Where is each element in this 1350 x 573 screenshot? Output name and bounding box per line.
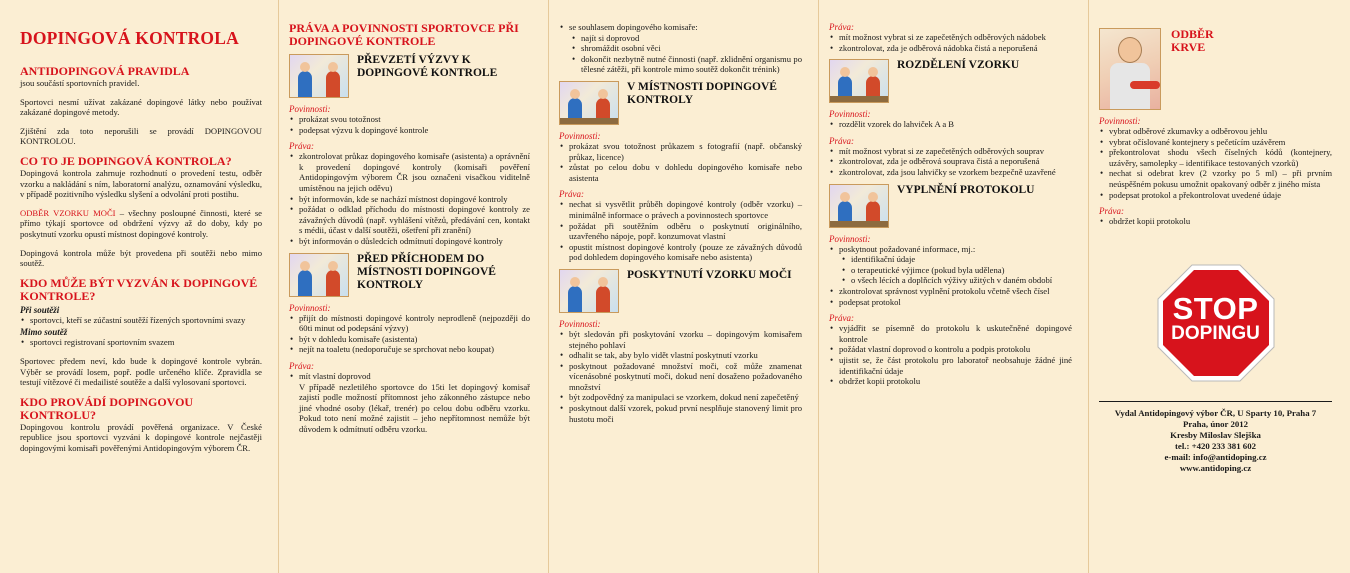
- duties-list: [559, 329, 802, 424]
- duties-list: [829, 119, 1072, 130]
- paragraph: [20, 208, 262, 240]
- list-item: • zkontrolovat správnost vyplnění protokolu včetně všech čísel: [839, 286, 1072, 297]
- list-item: • požádat při soutěžním odběru o poskytnutí originálního, uzavřeného nápoje, popř. konzumovat vlastní: [569, 221, 802, 242]
- rights-label: Práva:: [829, 22, 854, 32]
- list-item: • identifikační údaje: [851, 254, 1072, 265]
- column-sample: [818, 0, 1080, 573]
- rights-list: [829, 32, 1072, 53]
- doping-room-illustration: [559, 81, 619, 125]
- section-title: ROZDĚLENÍ VZORKU: [897, 59, 1020, 72]
- footer-line: tel.: +420 233 381 602: [1175, 440, 1256, 451]
- list-item: • nejít na toaletu (nedoporučuje se sprchovat nebo koupat): [299, 344, 530, 355]
- list-item: • o terapeutické výjimce (pokud byla udělena): [851, 265, 1072, 276]
- list-item: • najít si doprovod: [581, 33, 802, 44]
- rights-label: Práva:: [829, 135, 854, 146]
- stop-sign: [1099, 263, 1332, 383]
- list-item: • o všech lécích a doplňcích výživy užitých v daném období: [851, 275, 1072, 286]
- rights-label: Práva:: [289, 141, 314, 152]
- duties-label: Povinnosti:: [829, 109, 871, 120]
- paragraph: Dopingová kontrola může být provedena při soutěži nebo mimo soutěž.: [20, 247, 262, 269]
- stop-sign-icon: [1156, 263, 1276, 383]
- paragraph: jsou součástí sportovních pravidel.: [20, 78, 140, 88]
- list-item: • zůstat po celou dobu v dohledu dopingového komisaře nebo asistenta: [569, 162, 802, 183]
- list-item: • být zodpovědný za manipulaci se vzorkem, dokud není zapečetěný: [569, 392, 802, 403]
- list-item: • ujistit se, že část protokolu pro laboratoř neobsahuje žádné jiné identifikační údaje: [839, 355, 1072, 376]
- section-header: [829, 59, 1072, 103]
- rights-label: Práva:: [559, 189, 584, 200]
- list-item: • požádat vlastní doprovod o kontrolu a podpis protokolu: [839, 344, 1072, 355]
- list-item: • zkontrolovat, zda jsou lahvičky se vzorkem bezpečně uzavřené: [839, 167, 1072, 178]
- list-item: • požádat o odklad příchodu do místnosti dopingové kontroly ze závažných důvodů (např. vyhlášení vítězů, předávání cen, kontakt s médii, účast v další soutěži, ošetření při zranění): [299, 204, 530, 236]
- list-item: • poskytnout další vzorek, pokud první nesplňuje stanovený limit pro hustotu moči: [569, 403, 802, 424]
- section-title: CO TO JE DOPINGOVÁ KONTROLA?: [20, 153, 232, 168]
- list-item: • mít vlastní doprovod: [299, 371, 530, 382]
- rights-list: [1099, 216, 1332, 227]
- section-title: ANTIDOPINGOVÁ PRAVIDLA: [20, 64, 190, 78]
- publisher-footer: [1099, 401, 1332, 474]
- list-item: • prokázat svou totožnost průkazem s fotografií (např. občanský průkaz, licence): [569, 141, 802, 162]
- section-title: ODBĚR KRVE: [1171, 27, 1214, 54]
- list-item: • být v dohledu komisaře (asistenta): [299, 334, 530, 345]
- list-item: • rozdělit vzorek do lahviček A a B: [839, 119, 1072, 130]
- duties-list: [1099, 126, 1332, 200]
- walking-to-station-illustration: [289, 253, 349, 297]
- footer-line: Vydal Antidopingový výbor ČR, U Sparty 10, Praha 7: [1114, 407, 1317, 418]
- list-item: • obdržet kopii protokolu: [839, 376, 1072, 387]
- list-item: • podepsat výzvu k dopingové kontrole: [299, 125, 530, 136]
- list-item: • mít možnost vybrat si ze zapečetěných odběrových souprav: [839, 146, 1072, 157]
- footer-email[interactable]: e-mail: info@antidoping.cz: [1164, 451, 1267, 462]
- sub-label: Mimo soutěž: [20, 327, 68, 338]
- list-item: • opustit místnost dopingové kontroly (pouze ze závažných důvodů pod dohledem dopingového komisaře nebo asistenta): [569, 242, 802, 263]
- column-blood: [1088, 0, 1340, 573]
- duties-list: [829, 286, 1072, 307]
- rights-list: [559, 199, 802, 263]
- rights-label: Práva:: [829, 313, 854, 324]
- section-header: [559, 81, 802, 125]
- page-title: DOPINGOVÁ KONTROLA: [20, 28, 239, 48]
- rights-list: [289, 371, 530, 382]
- list-item: • překontrolovat shodu všech číselných kódů (kontejnery, uzávěry, samolepky – identifikace testovaných vzorků): [1109, 147, 1332, 168]
- rights-list: [829, 323, 1072, 387]
- list-item: • vybrat odběrové zkumavky a odběrovou jehlu: [1109, 126, 1332, 137]
- section-title: V MÍSTNOSTI DOPINGOVÉ KONTROLY: [627, 80, 777, 106]
- column-rights: [278, 0, 538, 573]
- rights-list: [289, 151, 530, 246]
- paragraph: Dopingová kontrola zahrnuje rozhodnutí o provedení testu, odběr vzorku a nakládání s ním, laboratorní analýzu, oznamování výsledku, v případě pozitivního výsledku slyšení a odvolání proti postihu.: [20, 167, 262, 200]
- duties-label: Povinnosti:: [559, 130, 601, 141]
- section-header: [559, 269, 802, 313]
- rights-note: V případě nezletilého sportovce do 15ti let dopingový komisař zajistí podle možností přítomnost jeho zákonného zástupce nebo jiné vhodné osoby (lékař, trenér) po celou dobu odběru vzorku. Pokud toto není možné zajistit – jeho nepřítomnost nemůže být důvodem k odmítnutí odběru vzorku.: [299, 381, 530, 434]
- section-title: KDO PROVÁDÍ DOPINGOVOU KONTROLU?: [20, 394, 194, 422]
- list-item: • poskytnout požadované množství moči, což může znamenat vícenásobné poskytnutí moči, dokud není dosaženo požadovaného množství: [569, 361, 802, 393]
- duties-label: Povinnosti:: [829, 233, 871, 244]
- list-item: • dokončit nezbytně nutné činnosti (např. zklidnění organismu po tělesné zátěži, při kontrole mimo soutěž dokončit trénink): [581, 54, 802, 75]
- section-title: PŘED PŘÍCHODEM DO MÍSTNOSTI DOPINGOVÉ KONTROLY: [357, 252, 496, 291]
- stop-sign-line2: DOPINGU: [1171, 322, 1260, 344]
- sample-split-illustration: [829, 59, 889, 103]
- list-item: • zkontrolovat, zda je odběrová nádobka čistá a neporušená: [839, 43, 1072, 54]
- duties-label: Povinnosti:: [289, 302, 331, 313]
- section-header: [1099, 28, 1332, 110]
- column-title: PRÁVA A POVINNOSTI SPORTOVCE PŘI DOPINGOVÉ KONTROLE: [289, 21, 519, 48]
- list-item: • vyjádřit se písemně do protokolu k uskutečněné dopingové kontrole: [839, 323, 1072, 344]
- rights-label: Práva:: [289, 360, 314, 371]
- duties-list: [829, 244, 1072, 255]
- bullet-list: [20, 337, 262, 348]
- protocol-illustration: [829, 184, 889, 228]
- list-item: • nechat si odebrat krev (2 vzorky po 5 ml) – při prvním neúspěšném pokusu umožnit opakovaný odběr z jiného místa: [1109, 168, 1332, 189]
- section-header: [829, 184, 1072, 228]
- list-item: • shromáždit osobní věci: [581, 43, 802, 54]
- list-item: • mít možnost vybrat si ze zapečetěných odběrových nádobek: [839, 32, 1072, 43]
- list-item: • vybrat očíslované kontejnery s pečetícím uzávěrem: [1109, 137, 1332, 148]
- paragraph: Sportovec předem neví, kdo bude k dopingové kontrole vybrán. Výběr se provádí losem, popř. podle určeného klíče. Zpravidla se testují vítězové či medailisté soutěže a další vylosovaní sportovci.: [20, 355, 262, 388]
- paragraph: Sportovci nesmí užívat zakázané dopingové látky nebo používat zakázané dopingové metody.: [20, 96, 262, 118]
- section-title: POSKYTNUTÍ VZORKU MOČI: [627, 268, 792, 281]
- nested-list: [559, 33, 802, 75]
- list-item: • být sledován při poskytování vzorku – dopingovým komisařem stejného pohlaví: [569, 329, 802, 350]
- section-header: [289, 54, 530, 98]
- paragraph: Dopingovou kontrolu provádí pověřená organizace. V České republice jsou sportovci vyzváni k dopingové kontrole nejčastěji dopingovými komisaři pověřenými Antidopingovým výborem ČR.: [20, 421, 262, 453]
- urine-sample-illustration: [559, 269, 619, 313]
- duties-list: [289, 313, 530, 355]
- bullet-list: [20, 315, 262, 326]
- list-item: • nechat si vysvětlit průběh dopingové kontroly (odběr vzorku) – minimálně informace o právech a povinnostech sportovce: [569, 199, 802, 220]
- duties-list: [289, 114, 530, 135]
- athlete-notification-illustration: [289, 54, 349, 98]
- highlight-term: ODBĚR VZORKU MOČI: [20, 207, 116, 218]
- duties-list: [559, 141, 802, 183]
- footer-line: Praha, únor 2012: [1182, 418, 1249, 429]
- column-station: [548, 0, 810, 573]
- footer-line: Kresby Miloslav Slejška: [1170, 429, 1261, 440]
- list-item: • být informován o důsledcích odmítnutí dopingové kontroly: [299, 236, 530, 247]
- stop-sign-line1: STOP: [1172, 290, 1259, 326]
- list-item: • odhalit se tak, aby bylo vidět vlastní poskytnutí vzorku: [569, 350, 802, 361]
- section-title: PŘEVZETÍ VÝZVY K DOPINGOVÉ KONTROLE: [357, 54, 498, 79]
- duties-label: Povinnosti:: [1099, 116, 1141, 126]
- nested-list: [829, 254, 1072, 286]
- list-item: • podepsat protokol: [839, 297, 1072, 308]
- sub-label: Při soutěži: [20, 304, 60, 315]
- rights-list: [829, 146, 1072, 178]
- section-title: KDO MŮŽE BÝT VYZVÁN K DOPINGOVÉ KONTROLE?: [20, 275, 258, 303]
- list-item: • sportovci registrovaní sportovním svazem: [30, 337, 262, 348]
- list-item: • přijít do místnosti dopingové kontroly neprodleně (nejpozději do 60ti minut od podepsání výzvy): [299, 313, 530, 334]
- list-item: • obdržet kopii protokolu: [1109, 216, 1332, 227]
- paragraph-rest: – všechny posloupné činnosti, které se přímo týkají sportovce od obdržení výzvy až do doby, kdy po poskytnutí vzorku opustí místnost dopingové kontroly.: [20, 207, 262, 239]
- duties-label: Povinnosti:: [559, 318, 601, 329]
- bullet-list: [559, 22, 802, 33]
- paragraph: Zjištění zda toto neporušili se provádí DOPINGOVOU KONTROLOU.: [20, 125, 262, 147]
- list-item: • se souhlasem dopingového komisaře:: [569, 22, 802, 33]
- column-intro: [10, 0, 270, 573]
- list-item: • být informován, kde se nachází místnost dopingové kontroly: [299, 194, 530, 205]
- list-item: • sportovci, kteří se zúčastní soutěží řízených sportovními svazy: [30, 315, 262, 326]
- duties-label: Povinnosti:: [289, 104, 331, 114]
- rights-label: Práva:: [1099, 206, 1124, 217]
- list-item: • poskytnout požadované informace, mj.:: [839, 244, 1072, 255]
- section-header: [289, 253, 530, 297]
- list-item: • zkontrolovat, zda je odběrová souprava čistá a neporušená: [839, 156, 1072, 167]
- list-item: • podepsat protokol a překontrolovat uvedené údaje: [1109, 190, 1332, 201]
- section-title: VYPLNĚNÍ PROTOKOLU: [897, 183, 1035, 196]
- footer-website-link[interactable]: www.antidoping.cz: [1179, 462, 1252, 473]
- list-item: • prokázat svou totožnost: [299, 114, 530, 125]
- blood-draw-illustration: [1099, 28, 1161, 110]
- list-item: • zkontrolovat průkaz dopingového komisaře (asistenta) a oprávnění k provedení dopingové kontroly (komisaři pověření Antidopingovým výborem ČR jsou označeni visačkou viditelně umístěnou na jejich oděvu): [299, 151, 530, 193]
